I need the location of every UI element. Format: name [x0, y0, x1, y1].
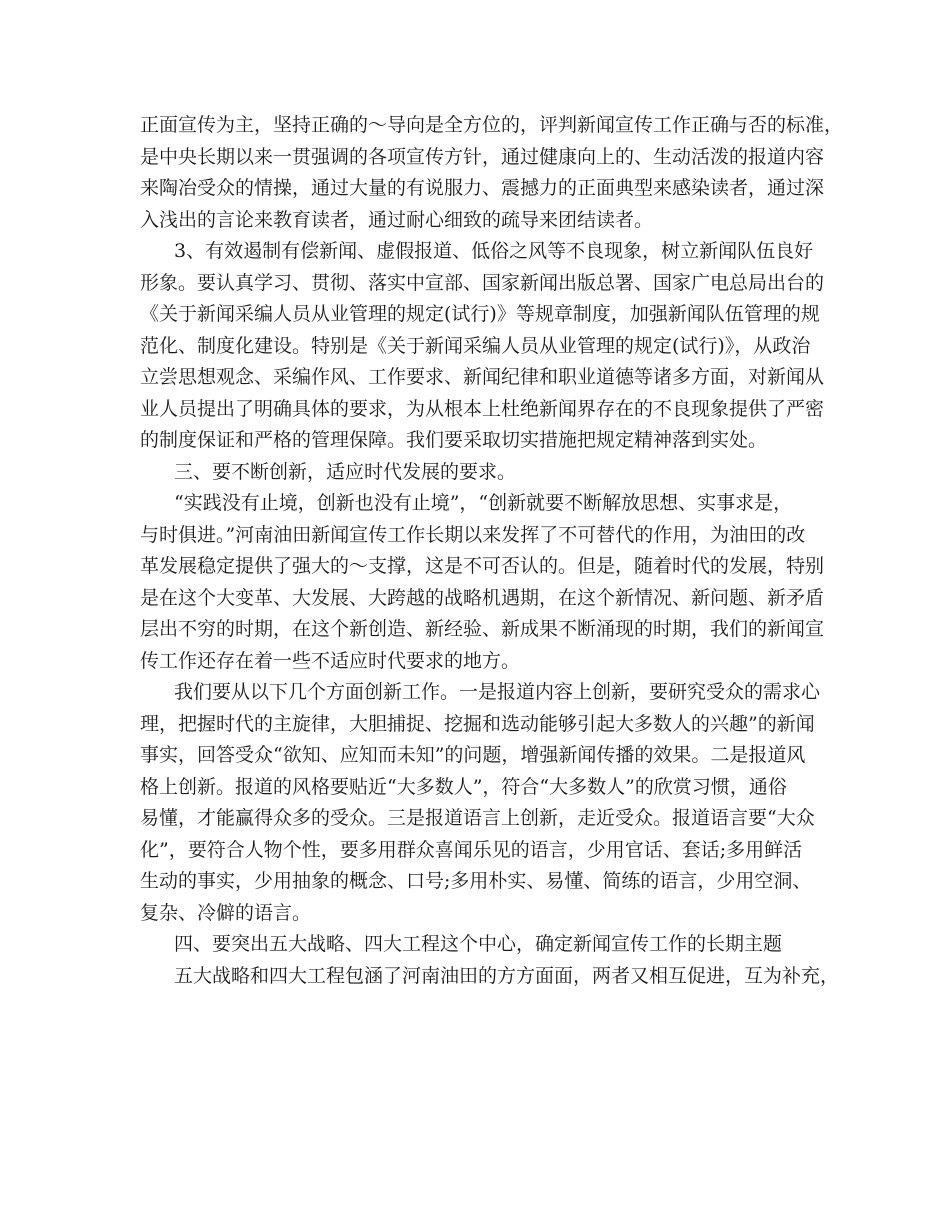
text-line: 易懂，才能赢得众多的受众。三是报道语言上创新，走近受众。报道语言要“大众 [140, 807, 815, 829]
text-line: 范化、制度化建设。特别是《关于新闻采编人员从业管理的规定(试行)》，从政治 [140, 334, 811, 357]
text-line: 三、要不断创新，适应时代发展的要求。 [174, 460, 517, 483]
text-line: 复杂、冷僻的语言。 [140, 901, 312, 924]
text-line: 形象。要认真学习、贯彻、落实中宣部、国家新闻出版总署、国家广电总局出台的 [140, 271, 825, 294]
text-line: 层出不穷的时期，在这个新创造、新经验、新成果不断涌现的时期，我们的新闻宣 [140, 618, 825, 640]
text-line: 入浅出的言论来教育读者，通过耐心细致的疏导来团结读者。 [140, 208, 654, 231]
text-line: 事实，回答受众“欲知、应知而未知”的问题，增强新闻传播的效果。二是报道风 [140, 744, 806, 766]
text-line: 革发展稳定提供了强大的～支撑，这是不可否认的。但是，随着时代的发展，特别 [140, 555, 825, 577]
text-line: 理，把握时代的主旋律，大胆捕捉、挖掘和选动能够引起大多数人的兴趣”的新闻 [140, 712, 815, 735]
text-line: 立尝思想观念、采编作风、工作要求、新闻纪律和职业道德等诸多方面，对新闻从 [140, 366, 825, 388]
document-body [140, 110, 844, 992]
text-line: 《关于新闻采编人员从业管理的规定(试行)》等规章制度，加强新闻队伍管理的规 [140, 303, 820, 325]
text-line: 3、有效遏制有偿新闻、虚假报道、低俗之风等不良现象，树立新闻队伍良好 [174, 240, 814, 262]
text-line: 四、要突出五大战略、四大工程这个中心，确定新闻宣传工作的长期主题 [174, 933, 783, 955]
text-line: 业人员提出了明确具体的要求，为从根本上杜绝新闻界存在的不良现象提供了严密 [140, 397, 825, 420]
text-line: 传工作还存在着一些不适应时代要求的地方。 [140, 649, 521, 672]
text-line: 是在这个大变革、大发展、大跨越的战略机遇期，在这个新情况、新问题、新矛盾 [140, 586, 825, 609]
text-line: 格上创新。报道的风格要贴近“大多数人”，符合“大多数人”的欣赏习惯，通俗 [140, 775, 787, 798]
text-line: 化”，要符合人物个性，要多用群众喜闻乐见的语言，少用官话、套话;多用鲜活 [140, 838, 803, 861]
text-line: 来陶冶受众的情操，通过大量的有说服力、震撼力的正面典型来感染读者，通过深 [140, 177, 825, 199]
text-line: 我们要从以下几个方面创新工作。一是报道内容上创新，要研究受众的需求心 [174, 681, 821, 703]
text-line: 生动的事实，少用抽象的概念、口号;多用朴实、易懂、简练的语言，少用空洞、 [140, 870, 812, 892]
text-line: 正面宣传为主，坚持正确的～导向是全方位的，评判新闻宣传工作正确与否的标准， [140, 114, 844, 136]
text-line: 五大战略和四大工程包涵了河南油田的方方面面，两者又相互促进，互为补充， [174, 964, 840, 987]
text-line: 是中央长期以来一贯强调的各项宣传方针，通过健康向上的、生动活泼的报道内容 [140, 145, 825, 168]
text-line: 与时俱进。”河南油田新闻宣传工作长期以来发挥了不可替代的作用，为油田的改 [140, 523, 806, 546]
text-line: “实践没有止境，创新也没有止境”，“创新就要不断解放思想、实事求是， [174, 492, 793, 514]
text-line: 的制度保证和严格的管理保障。我们要采取切实措施把规定精神落到实处。 [140, 429, 768, 451]
